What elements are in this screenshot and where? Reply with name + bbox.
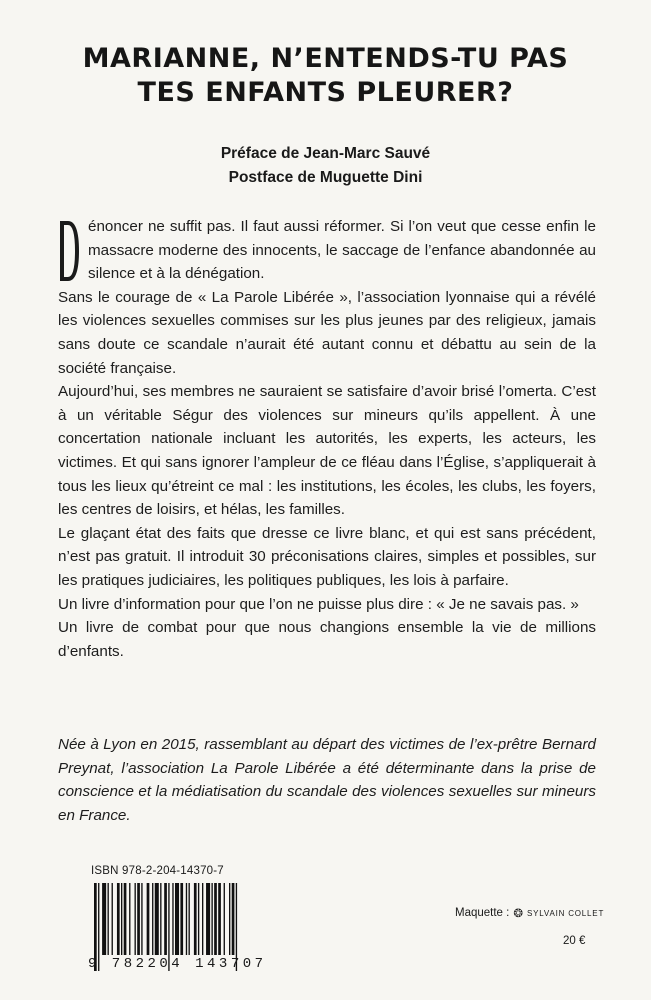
postface-credit: Postface de Muguette Dini bbox=[228, 169, 423, 186]
barcode-bar bbox=[124, 883, 127, 955]
barcode-bar bbox=[172, 883, 173, 955]
barcode-bar bbox=[155, 883, 159, 955]
paragraph-6: Un livre de combat pour que nous changions ensemble la vie de millions d’enfants. bbox=[58, 619, 596, 660]
barcode-bar bbox=[164, 883, 167, 955]
preface-credit: Préface de Jean-Marc Sauvé bbox=[220, 145, 431, 162]
credits bbox=[0, 142, 651, 190]
barcode-bar bbox=[129, 883, 130, 955]
book-title bbox=[0, 42, 651, 110]
paragraph-3: Aujourd’hui, ses membres ne sauraient se satisfaire d’avoir brisé l’omerta. C’est à un véritable Ségur des violences sur mineurs qu’ils appellent. À une concertation nationale incluant les autorités, les experts, les acteurs, les victimes. Et qui sans ignorer l’ampleur de ce fléau dans l’Église, s’appliquerait à tous les lieux qu’étreint ce mal : les institutions, les écoles, les clubs, les foyers, les centres de loisirs, et hélas, les familles. bbox=[58, 383, 596, 519]
barcode-bar bbox=[186, 883, 187, 955]
barcode-bar bbox=[214, 883, 217, 955]
maquette-credit bbox=[455, 906, 604, 920]
brand-logo-icon: ❂ bbox=[513, 908, 523, 920]
barcode-bar bbox=[152, 883, 153, 955]
barcode-bar bbox=[218, 883, 221, 955]
paragraph-1 bbox=[58, 215, 596, 286]
association-note: Née à Lyon en 2015, rassemblant au départ des victimes de l’ex-prêtre Bernard Preynat, l’association La Parole Libérée a été déterminante dans la prise de conscience et la médiatisation du scandale des violences sexuelles sur mineurs en France. bbox=[58, 736, 596, 824]
barcode-bar bbox=[160, 883, 161, 955]
dropcap bbox=[58, 219, 80, 283]
barcode-bar bbox=[194, 883, 197, 955]
barcode-bar bbox=[202, 883, 203, 955]
barcode-bar bbox=[198, 883, 199, 955]
barcode-bar bbox=[180, 883, 183, 955]
barcode-bar bbox=[141, 883, 142, 955]
barcode-bar bbox=[121, 883, 122, 955]
maquette-label: Maquette : bbox=[455, 907, 510, 919]
barcode-bar bbox=[224, 883, 225, 955]
barcode-bar bbox=[102, 883, 106, 955]
barcode-bar bbox=[137, 883, 140, 955]
barcode-bar bbox=[189, 883, 190, 955]
barcode-bar bbox=[211, 883, 212, 955]
barcode-bar bbox=[135, 883, 136, 955]
barcode-bar bbox=[229, 883, 230, 955]
paragraph-1-text: énoncer ne suffit pas. Il faut aussi réformer. Si l’on veut que cesse enfin le massacre moderne des innocents, le saccage de l’enfance abandonnée au silence et à la dénégation. bbox=[88, 218, 596, 283]
title-line-1: MARIANNE, N’ENTENDS-TU PAS bbox=[82, 43, 569, 74]
barcode-bar bbox=[112, 883, 113, 955]
maquette-brand: SYLVAIN COLLET bbox=[526, 908, 605, 918]
paragraph-2: Sans le courage de « La Parole Libérée », l’association lyonnaise qui a révélé les violences sexuelles commises sur les plus jeunes par des religieux, jamais sans doute ce scandale n’aurait été autant connu et débattu au sein de la société française. bbox=[58, 288, 596, 377]
barcode-bar bbox=[175, 883, 179, 955]
paragraph-4: Le glaçant état des faits que dresse ce livre blanc, et qui est sans précédent, n’est pas gratuit. Il introduit 30 préconisations claires, simples et possibles, sur les pratiques judiciaires, les politiques publiques, les lois à parfaire. bbox=[58, 524, 596, 589]
isbn-label: ISBN 978-2-204-14370-7 bbox=[91, 865, 224, 877]
barcode-bar bbox=[206, 883, 210, 955]
barcode-bar bbox=[147, 883, 150, 955]
price: 20 € bbox=[563, 935, 586, 947]
paragraph-5: Un livre d’information pour que l’on ne puisse plus dire : « Je ne savais pas. » bbox=[58, 595, 579, 613]
barcode-digits: 9 782204 143707 bbox=[88, 956, 267, 972]
barcode-bar bbox=[117, 883, 120, 955]
title-line-2: TES ENFANTS PLEURER? bbox=[137, 77, 514, 108]
barcode-bar bbox=[232, 883, 235, 955]
barcode-bar bbox=[108, 883, 109, 955]
dropcap-glyph bbox=[58, 219, 80, 283]
back-cover-text bbox=[58, 215, 596, 663]
